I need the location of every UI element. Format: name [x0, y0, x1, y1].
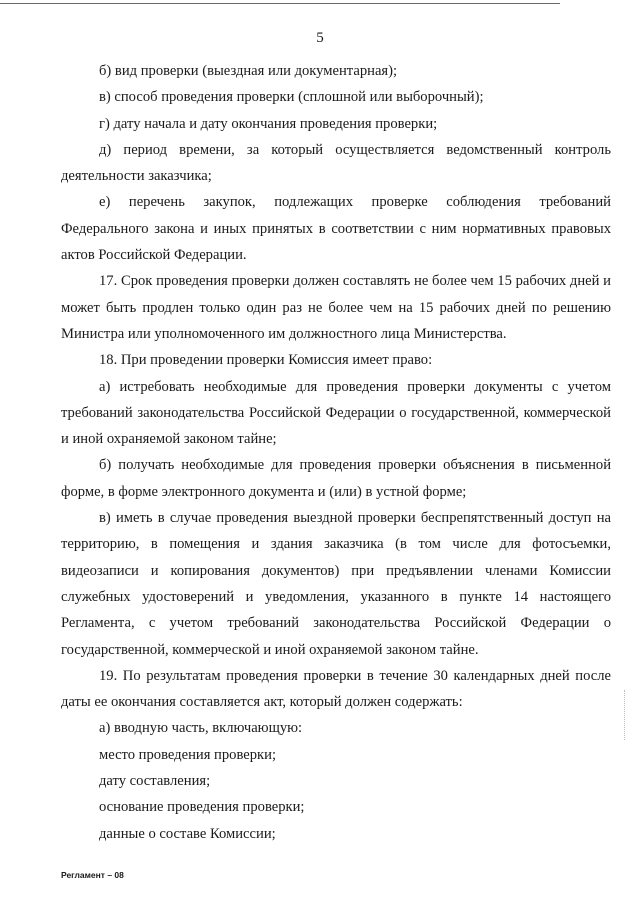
paragraph-18a-documents: а) истребовать необходимые для проведения проверки документы с учетом требований законодательства Российской Федерации о государственной, коммерческой и иной охраняемой законом тайне;: [61, 378, 611, 448]
paragraph-19a-intro: а) вводную часть, включающую:: [99, 720, 303, 737]
paragraph-18v-access: в) иметь в случае проведения выездной проверки беспрепятственный доступ на территорию, в помещения и здания заказчика (в том числе для фотосъемки, видеозаписи и копирования документов) при предъявлении членами Комиссии служебных удостоверений и уведомления, указанного в пункте 14 настоящего Регламента, с учетом требований законодательства Российской Федерации о государственной, коммерческой и иной охраняемой законом тайне.: [61, 510, 611, 658]
paragraph-18b-explanations: б) получать необходимые для проведения проверки объяснения в письменной форме, в форме электронного документа и (или) в устной форме;: [61, 457, 611, 500]
paragraph-d-period: д) период времени, за который осуществляется ведомственный контроль деятельности заказчика;: [61, 141, 611, 185]
paragraph-g-dates: г) дату начала и дату окончания проведения проверки;: [99, 115, 438, 132]
list-item-date: дату составления;: [99, 773, 211, 790]
scan-margin-mark: [624, 690, 626, 740]
paragraph-v-check-method: в) способ проведения проверки (сплошной или выборочный);: [99, 89, 484, 106]
list-item-place: место проведения проверки;: [99, 746, 276, 763]
page-number: 5: [316, 30, 324, 46]
paragraph-e-purchases: е) перечень закупок, подлежащих проверке соблюдения требований Федерального закона и иных принятых в соответствии с ним нормативных правовых актов Российской Федерации.: [61, 194, 611, 264]
paragraph-b-check-type: б) вид проверки (выездная или документарная);: [99, 63, 398, 79]
list-item-basis: основание проведения проверки;: [99, 799, 305, 816]
paragraph-19-act: 19. По результатам проведения проверки в течение 30 календарных дней после даты ее окончания составляется акт, который должен содержать:: [61, 667, 611, 711]
document-body: [61, 58, 611, 847]
paragraph-18-rights: 18. При проведении проверки Комиссия имеет право:: [99, 352, 433, 369]
paragraph-17-duration: 17. Срок проведения проверки должен составлять не более чем 15 рабочих дней и может быть продлен только один раз не более чем на 15 рабочих дней по решению Министра или уполномоченного им должностного лица Министерства.: [61, 273, 611, 342]
list-item-commission: данные о составе Комиссии;: [99, 825, 276, 842]
footer-label: Регламент – 08: [61, 870, 124, 880]
top-rule: [0, 3, 560, 4]
